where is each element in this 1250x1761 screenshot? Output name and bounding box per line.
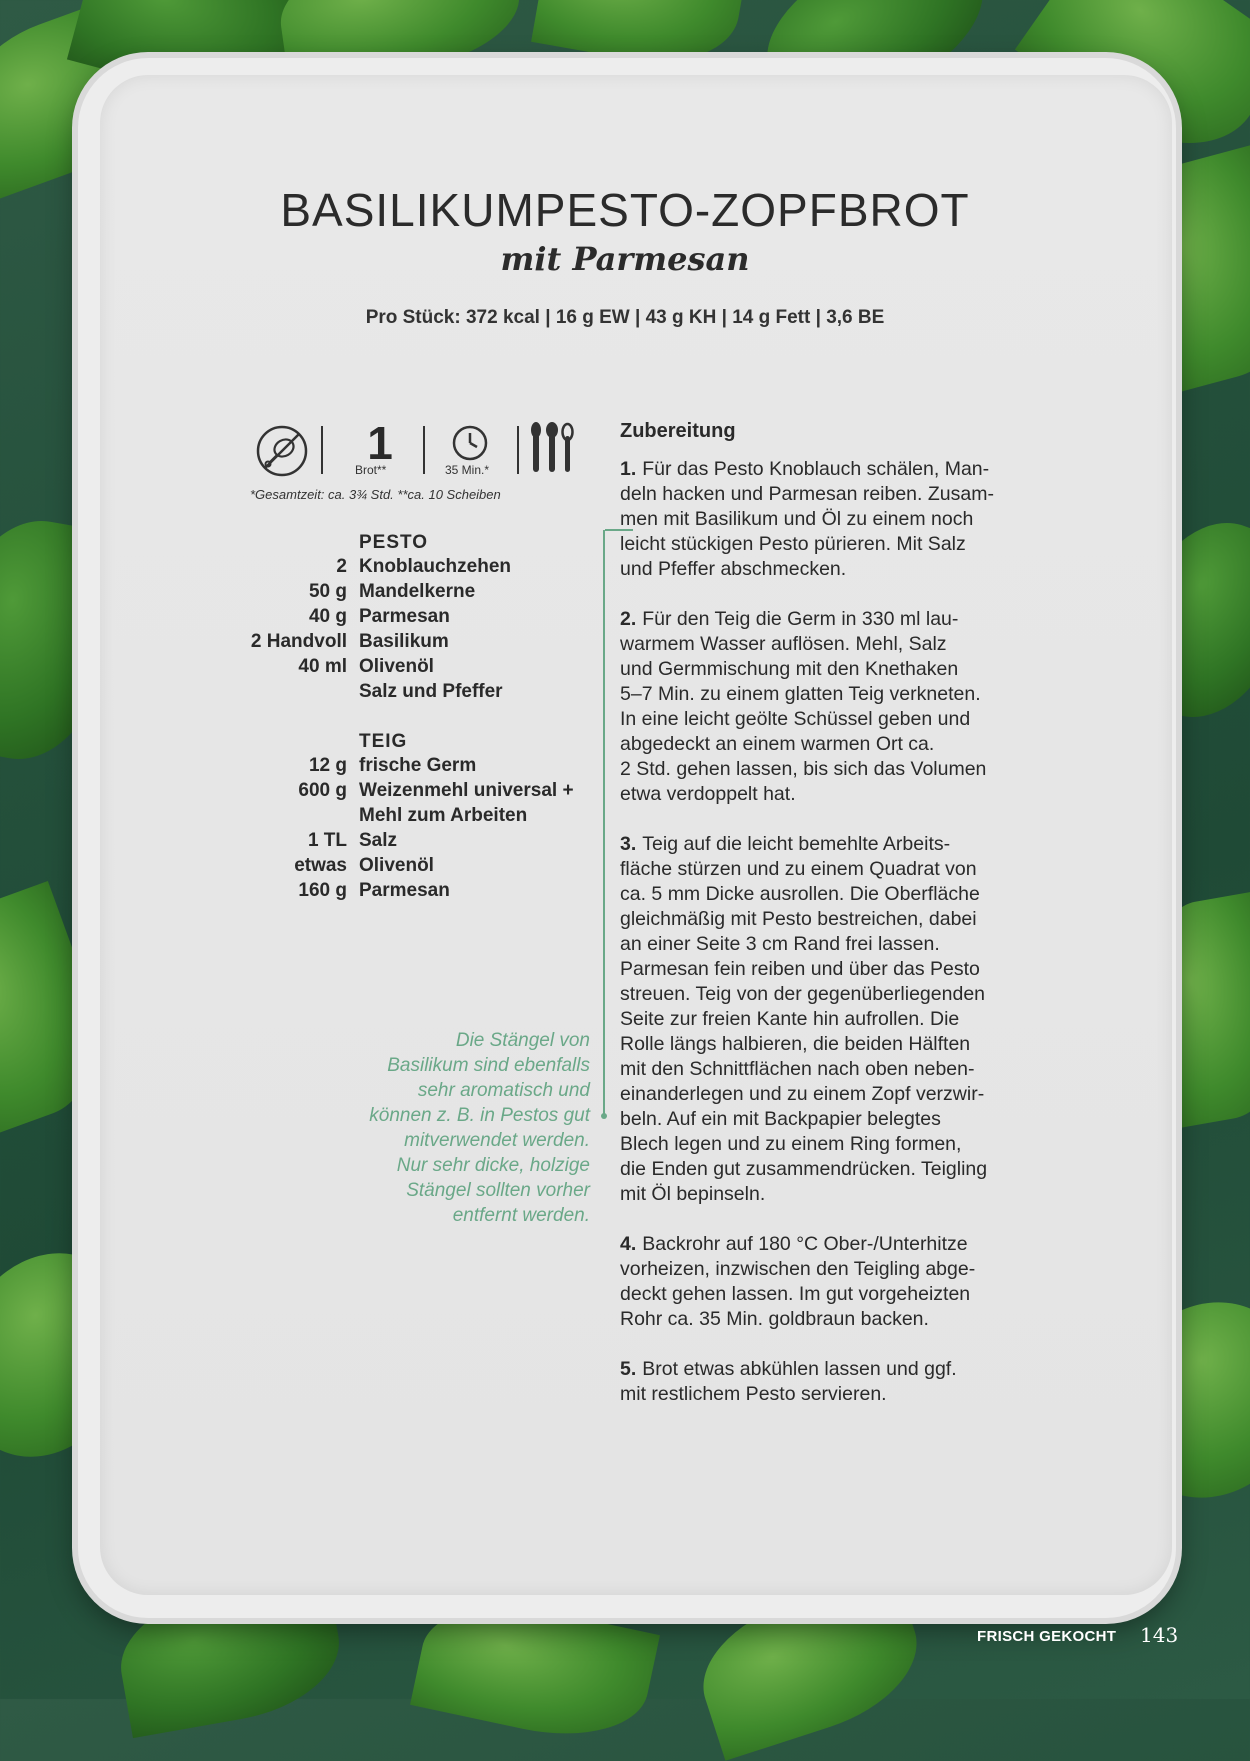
teig-heading: TEIG: [359, 731, 408, 752]
ingredient-name: frische Germ: [359, 755, 477, 776]
info-separator: [423, 426, 425, 474]
ingredient-amount: 12 g: [308, 755, 347, 776]
ingredient-row: [230, 681, 630, 706]
preparation-step: [620, 1357, 1030, 1407]
ingredient-amount: 600 g: [298, 780, 347, 801]
preparation-step: [620, 457, 1030, 582]
ingredient-row: [230, 581, 630, 606]
pesto-heading: PESTO: [359, 532, 429, 553]
ingredient-row: [230, 556, 630, 581]
ingredient-amount: 50 g: [308, 581, 347, 602]
ingredient-amount: 2 Handvoll: [250, 631, 347, 652]
ingredient-row: [230, 755, 630, 780]
no-meat-icon: [255, 424, 309, 478]
ingredient-name: Knoblauchzehen: [359, 556, 512, 577]
ingredient-amount: 40 ml: [298, 656, 347, 677]
preparation-step: [620, 607, 1030, 807]
ingredient-name: Parmesan: [359, 606, 450, 627]
info-separator: [517, 426, 519, 474]
ingredient-amount: 2: [336, 556, 347, 577]
ingredient-row: [230, 830, 630, 855]
ingredient-row: [230, 855, 630, 880]
ingredient-name: Olivenöl: [359, 855, 434, 876]
info-separator: [321, 426, 323, 474]
ingredient-row: [230, 631, 630, 656]
tip-line: Die Stängel von: [455, 1030, 590, 1051]
ingredient-name: Weizenmehl universal +: [359, 780, 574, 801]
ingredient-row: [230, 606, 630, 631]
ingredient-name: Mehl zum Arbeiten: [359, 805, 528, 826]
ingredient-amount: 160 g: [298, 880, 347, 901]
ingredient-name: Salz: [359, 830, 398, 851]
ingredient-row: [230, 805, 630, 830]
teig-ingredient-list: [230, 755, 630, 905]
preparation-steps: [620, 457, 1030, 1432]
recipe-subtitle: mit Parmesan: [500, 240, 750, 278]
tip-line: Stängel sollten vorher: [406, 1180, 590, 1201]
ingredient-amount: etwas: [294, 855, 347, 876]
tip-line: mitverwendet werden.: [404, 1130, 590, 1151]
time-footnote: *Gesamtzeit: ca. 3¾ Std. **ca. 10 Scheiben: [250, 487, 501, 502]
step-number: 2.: [620, 608, 637, 630]
ingredient-row: [230, 656, 630, 681]
step-number: 1.: [620, 458, 637, 480]
time-label: 35 Min.*: [445, 463, 490, 477]
nutrition-info: Pro Stück: 372 kcal | 16 g EW | 43 g KH | 14 g Fett | 3,6 BE: [365, 307, 885, 328]
magazine-brand: FRISCH GEKOCHT: [977, 1628, 1117, 1645]
ingredient-row: [230, 780, 630, 805]
ingredient-name: Mandelkerne: [359, 581, 476, 602]
clock-icon: [451, 424, 489, 462]
yield-number: 1: [367, 417, 393, 469]
step-number: 4.: [620, 1233, 637, 1255]
yield-label: Brot**: [355, 463, 387, 477]
basil-stem-tip: [330, 1028, 590, 1228]
recipe-info-icons: [255, 417, 585, 490]
tip-line: sehr aromatisch und: [417, 1080, 590, 1101]
ingredient-amount: 40 g: [308, 606, 347, 627]
ingredient-name: Olivenöl: [359, 656, 434, 677]
step-text: Teig auf die leicht bemehlte Arbeits- fläche stürzen und zu einem Quadrat von ca. 5 mm Dicke ausrollen. Die Oberfläche gleichmäßig mit Pesto bestreichen, dabei an einer Seite 3 cm Rand frei lassen. Parmesan fein reiben und über das Pesto streuen. Teig von der gegenüberliegenden Seite zur freien Kante hin aufrollen. Die Rolle längs halbieren, die beiden Hälften mit den Schnittflächen nach oben neben- einanderlegen und zu einem Zopf verzwir- beln. Auf ein mit Backpapier belegtes Blech legen und zu einem Ring formen, die Enden gut zusammendrücken. Teigling mit Öl bepinseln.: [620, 833, 988, 1205]
ingredient-name: Salz und Pfeffer: [359, 681, 503, 702]
step-number: 5.: [620, 1358, 637, 1380]
step-text: Backrohr auf 180 °C Ober-/Unterhitze vorheizen, inzwischen den Teigling abge- deckt gehen lassen. Im gut vorgeheizten Rohr ca. 35 Min. goldbraun backen.: [620, 1233, 976, 1330]
recipe-title: BASILIKUMPESTO-ZOPFBROT: [280, 184, 970, 236]
tip-line: entfernt werden.: [452, 1205, 590, 1226]
ingredient-name: Basilikum: [359, 631, 449, 652]
ingredient-amount: 1 TL: [307, 830, 347, 851]
tip-connector-line: [603, 530, 605, 1117]
ingredient-row: [230, 880, 630, 905]
ingredient-name: Parmesan: [359, 880, 450, 901]
tip-line: Nur sehr dicke, holzige: [396, 1155, 590, 1176]
step-number: 3.: [620, 833, 637, 855]
step-text: Für das Pesto Knoblauch schälen, Man- deln hacken und Parmesan reiben. Zusam- men mit Basilikum und Öl zu einem noch leicht stückigen Pesto pürieren. Mit Salz und Pfeffer abschmecken.: [620, 458, 994, 580]
cutlery-icon: [527, 420, 583, 476]
pesto-ingredient-list: [230, 556, 630, 706]
step-text: Brot etwas abkühlen lassen und ggf. mit restlichem Pesto servieren.: [620, 1358, 957, 1405]
tip-line: Basilikum sind ebenfalls: [387, 1055, 590, 1076]
tip-line: können z. B. in Pestos gut: [369, 1105, 590, 1126]
step-text: Für den Teig die Germ in 330 ml lau- warmem Wasser auflösen. Mehl, Salz und Germmischung mit den Knethaken 5–7 Min. zu einem glatten Teig verkneten. In eine leicht geölte Schüssel geben und abgedeckt an einem warmen Ort ca. 2 Std. gehen lassen, bis sich das Volumen etwa verdoppelt hat.: [620, 608, 987, 805]
page-number: 143: [1140, 1623, 1179, 1647]
preparation-heading: Zubereitung: [620, 420, 736, 442]
preparation-step: [620, 1232, 1030, 1332]
tip-connector-dot: [601, 1113, 607, 1119]
preparation-step: [620, 832, 1030, 1207]
